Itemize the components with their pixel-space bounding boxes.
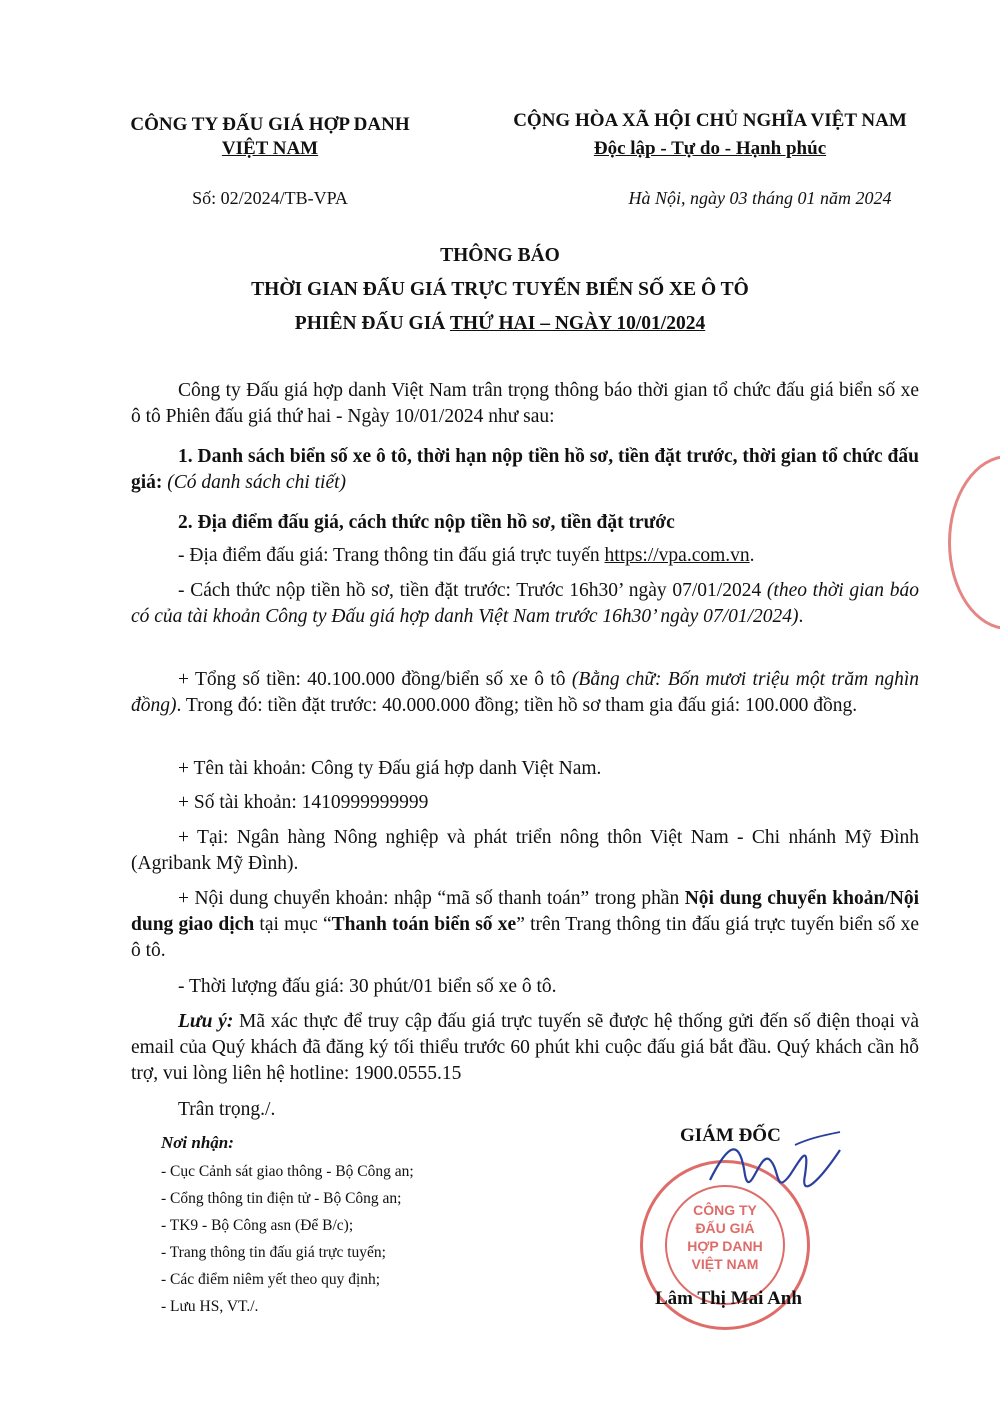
bank-info: + Tại: Ngân hàng Nông nghiệp và phát triển nông thôn Việt Nam - Chi nhánh Mỹ Đình (Agribank Mỹ Đình). [131, 827, 919, 874]
section-1 [131, 444, 919, 496]
title-line3 [0, 313, 1000, 335]
section-1-heading: 1. Danh sách biển số xe ô tô, thời hạn nộp tiền hồ sơ, tiền đặt trước, thời gian tổ chức đấu giá: [131, 446, 919, 493]
stamp-line: VIỆT NAM [691, 1256, 759, 1272]
signer-name: Lâm Thị Mai Anh [655, 1288, 802, 1309]
recipient-item: - Cổng thông tin điện tử - Bộ Công an; [161, 1190, 402, 1207]
intro-paragraph: Công ty Đấu giá hợp danh Việt Nam trân trọng thông báo thời gian tổ chức đấu giá biển số xe ô tô Phiên đấu giá thứ hai - Ngày 10/01/2024 như sau: [131, 380, 919, 427]
payment-method-end: . [798, 606, 804, 627]
signature-scribble [700, 1120, 850, 1210]
transfer-content-mid: tại mục “ [254, 914, 332, 935]
payment-method-note: (theo thời gian báo có của tài khoản Công ty Đấu giá hợp danh Việt Nam trước 16h30’ ngày 07/01/2024) [131, 580, 919, 627]
total-amount-breakdown: . Trong đó: tiền đặt trước: 40.000.000 đồng; tiền hồ sơ tham gia đấu giá: 100.000 đồng. [176, 695, 858, 716]
payment-method [131, 578, 919, 630]
stamp-center-text [665, 1201, 785, 1273]
auction-site-link[interactable]: https://vpa.com.vn [604, 545, 750, 566]
auction-location-end: . [749, 545, 755, 566]
auction-duration: - Thời lượng đấu giá: 30 phút/01 biển số xe ô tô. [178, 976, 557, 997]
org-name-line1: CÔNG TY ĐẤU GIÁ HỢP DANH [130, 114, 410, 135]
title-line2: THỜI GIAN ĐẤU GIÁ TRỰC TUYẾN BIỂN SỐ XE Ô TÔ [251, 279, 749, 300]
place-date: Hà Nội, ngày 03 tháng 01 năm 2024 [628, 188, 892, 208]
title-line1: THÔNG BÁO [440, 245, 560, 266]
section-2-heading: 2. Địa điểm đấu giá, cách thức nộp tiền hồ sơ, tiền đặt trước [178, 512, 675, 533]
total-amount-text: + Tổng số tiền: 40.100.000 đồng/biển số xe ô tô [178, 669, 572, 690]
auction-location [131, 543, 919, 569]
note-paragraph [131, 1009, 919, 1087]
recipient-item: - Các điểm niêm yết theo quy định; [161, 1271, 381, 1288]
recipient-item: - Cục Cảnh sát giao thông - Bộ Công an; [161, 1163, 414, 1180]
total-amount [131, 667, 919, 719]
stamp-line: CÔNG TY [693, 1202, 757, 1218]
stamp-line: HỢP DANH [687, 1238, 763, 1254]
account-name: + Tên tài khoản: Công ty Đấu giá hợp danh Việt Nam. [178, 758, 602, 779]
account-number: + Số tài khoản: 1410999999999 [178, 792, 429, 813]
motto [460, 138, 960, 160]
section-1-note: (Có danh sách chi tiết) [167, 472, 347, 493]
transfer-section-name: Thanh toán biển số xe [331, 914, 517, 935]
note-text: Mã xác thực để truy cập đấu giá trực tuyến sẽ được hệ thống gửi đến số điện thoại và email của Quý khách đã đăng ký tối thiểu trước 60 phút khi cuộc đấu giá bắt đầu. Quý khách cần hỗ trợ, vui lòng liên hệ hotline: 1900.0555.15 [131, 1011, 919, 1084]
transfer-content-text: + Nội dung chuyển khoản: nhập “mã số thanh toán” trong phần [178, 888, 685, 909]
signer-title: GIÁM ĐỐC [680, 1125, 781, 1146]
payment-method-text: - Cách thức nộp tiền hồ sơ, tiền đặt trước: Trước 16h30’ ngày 07/01/2024 [178, 580, 767, 601]
country-name: CỘNG HÒA XÃ HỘI CHỦ NGHĨA VIỆT NAM [513, 110, 907, 131]
stamp-line: ĐẤU GIÁ [695, 1220, 755, 1236]
transfer-content-end: ” trên Trang thông tin đấu giá trực tuyến biển số xe ô tô. [131, 914, 920, 961]
org-name-line2-text: VIỆT NAM [221, 138, 319, 159]
recipient-item: - TK9 - Bộ Công asn (Để B/c); [161, 1217, 354, 1234]
total-amount-words: (Bằng chữ: Bốn mươi triệu một trăm nghìn đồng) [131, 669, 919, 716]
auction-location-label: - Địa điểm đấu giá: Trang thông tin đấu giá trực tuyến [178, 545, 605, 566]
document-number: Số: 02/2024/TB-VPA [192, 188, 348, 208]
transfer-field-name: Nội dung chuyển khoản/Nội dung giao dịch [131, 888, 919, 935]
motto-text: Độc lập - Tự do - Hạnh phúc [593, 138, 827, 159]
recipient-item: - Trang thông tin đấu giá trực tuyến; [161, 1244, 386, 1261]
title-line3-date: THỨ HAI – NGÀY 10/01/2024 [449, 313, 706, 334]
closing: Trân trọng./. [178, 1099, 276, 1120]
recipients-label: Nơi nhận: [161, 1133, 234, 1152]
recipient-item: - Lưu HS, VT./. [161, 1298, 259, 1315]
org-name-line2 [60, 138, 480, 160]
note-label: Lưu ý: [178, 1011, 234, 1032]
title-line3-prefix: PHIÊN ĐẤU GIÁ [294, 313, 450, 334]
edge-seal [948, 455, 1000, 630]
transfer-content [131, 886, 919, 964]
